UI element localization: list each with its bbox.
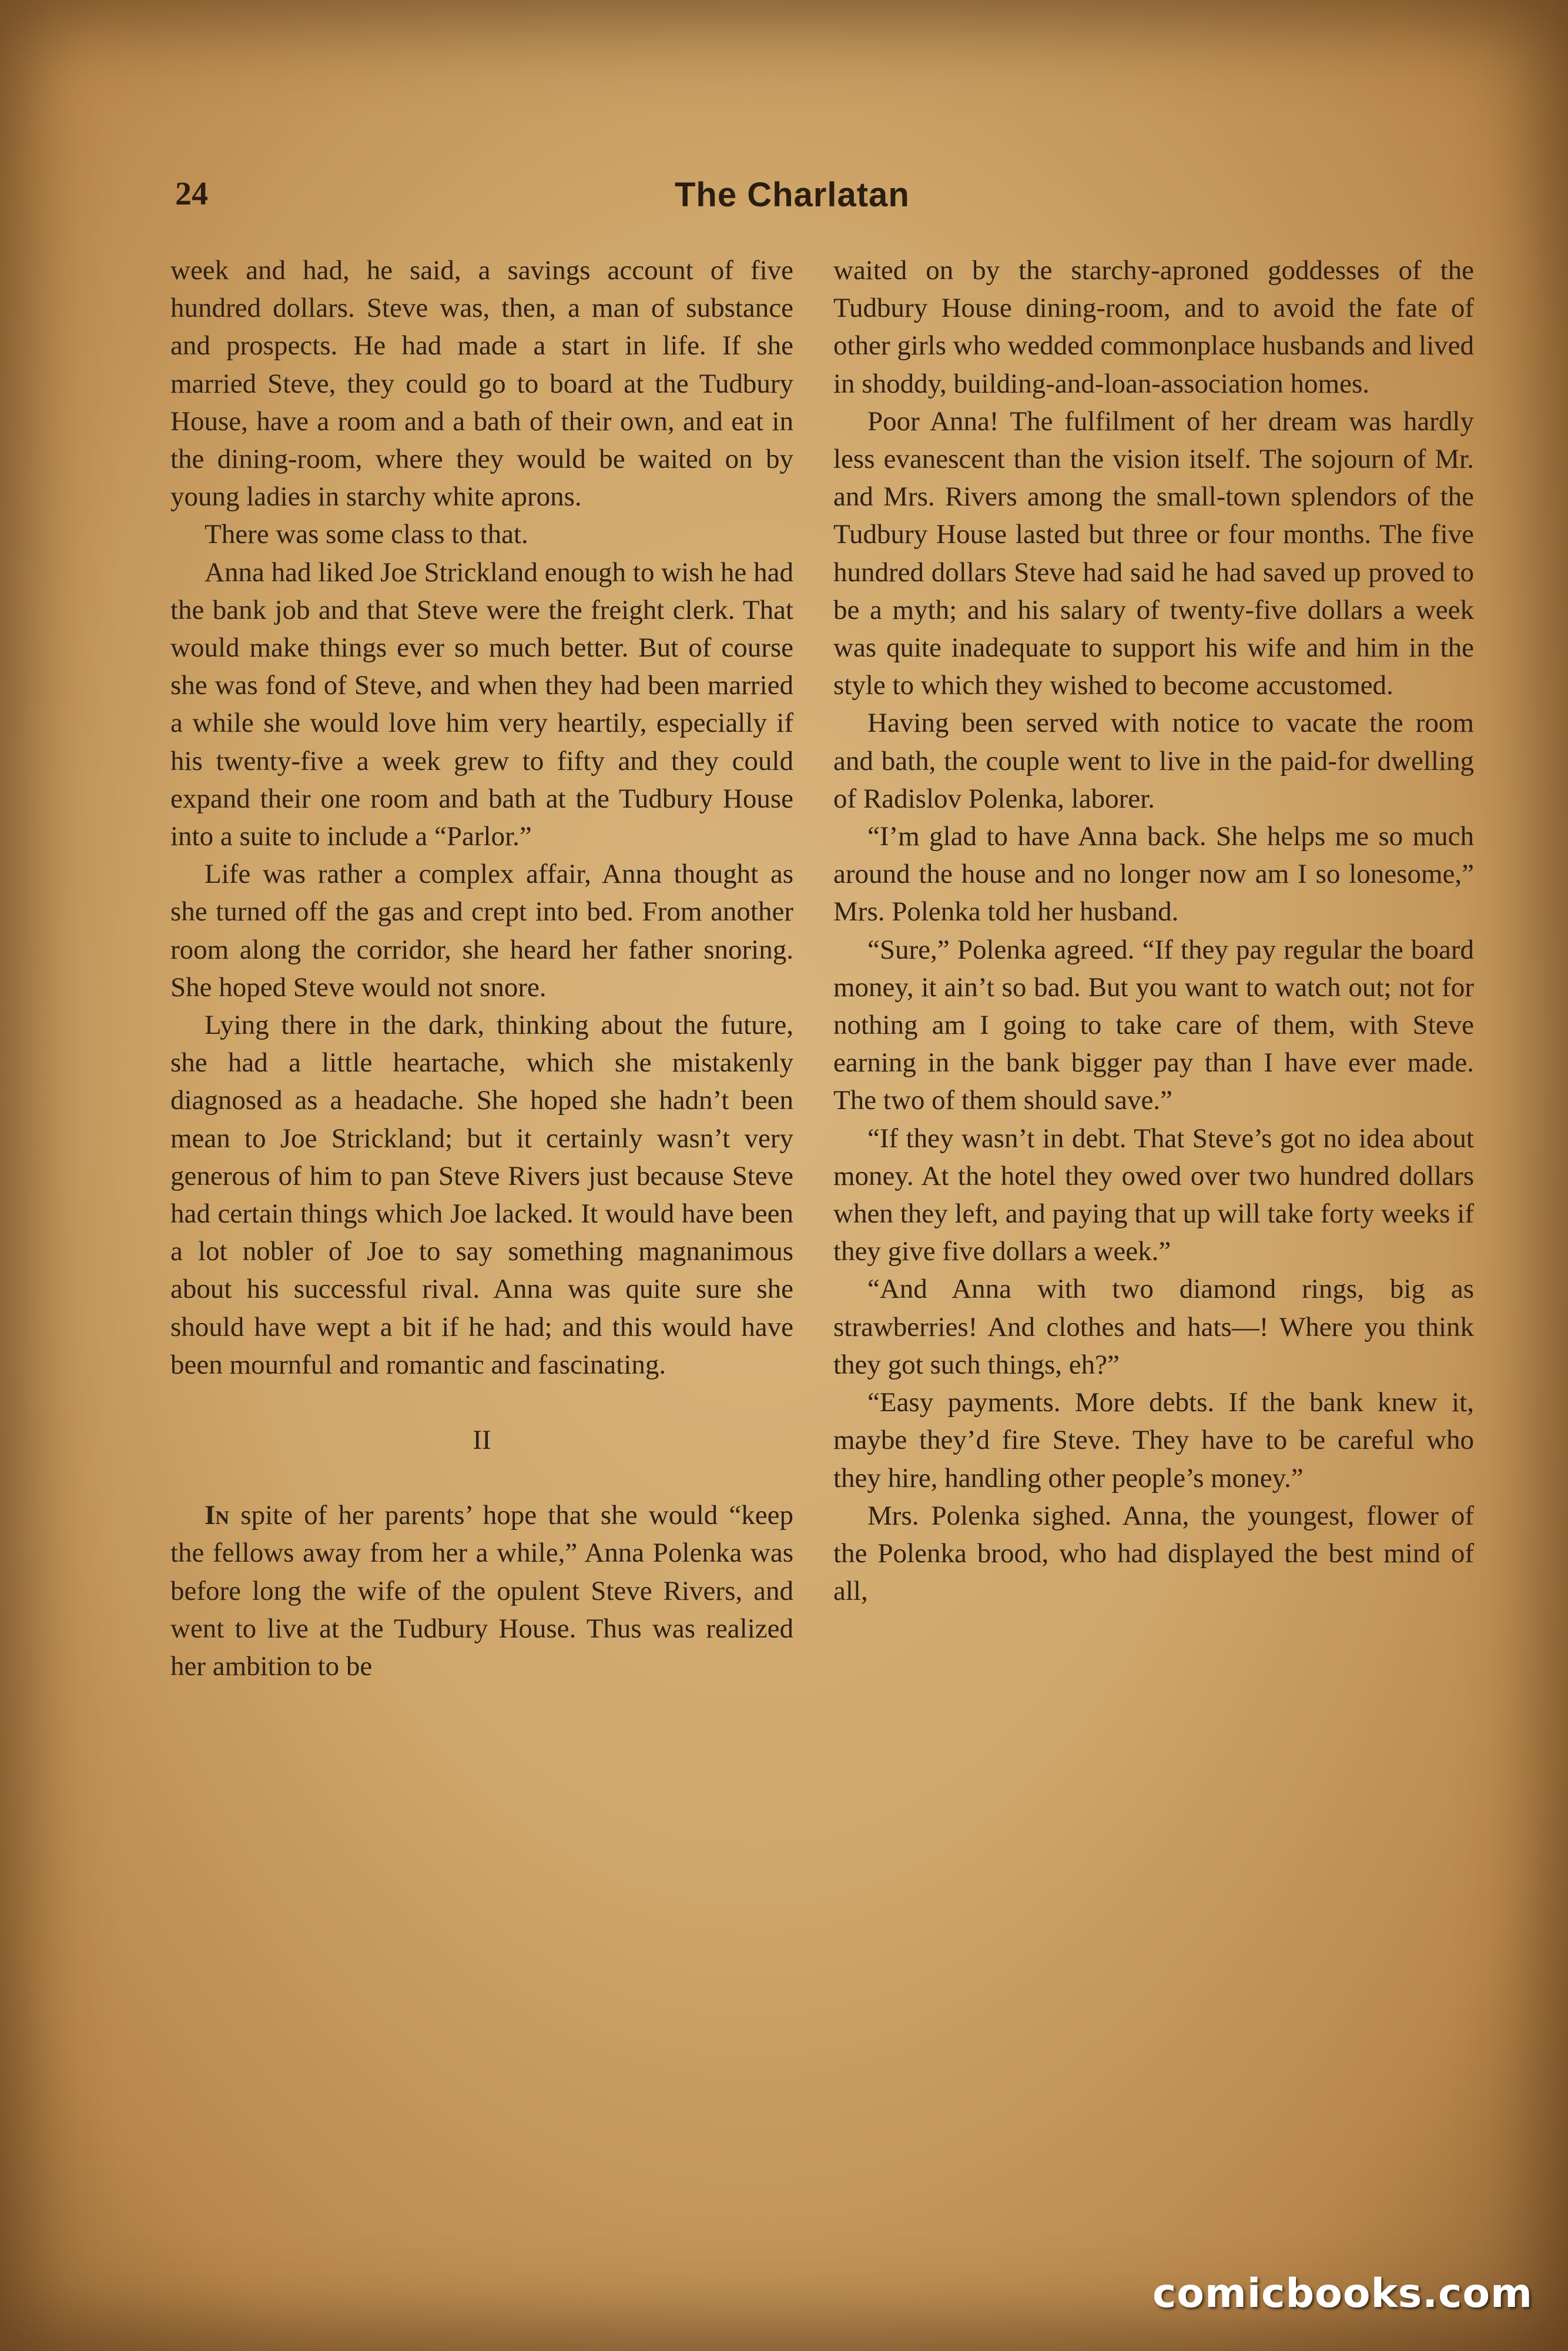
section-gap — [170, 1384, 793, 1421]
paragraph: “Sure,” Polenka agreed. “If they pay regular the board money, it ain’t so bad. But you want to watch out; not for nothing am I going to take care of them, with Steve earning in the bank bigger pay than I have ever made. The two of them should save.” — [833, 934, 1474, 1116]
running-title: The Charlatan — [675, 176, 910, 214]
lead-word: In — [205, 1500, 230, 1531]
section-gap — [170, 1459, 793, 1496]
paragraph: week and had, he said, a savings account of five hundred dollars. Steve was, then, a man of substance and prospects. He had made a start in life. If she married Steve, they could go to board at the Tudbury House, have a room and a bath of their own, and eat in the dining-room, where they would be waited on by young ladies in starchy white aprons. — [170, 255, 793, 513]
section-heading: II — [473, 1425, 491, 1456]
right-column — [833, 252, 1474, 1610]
paragraph: waited on by the starchy-aproned goddesses of the Tudbury House dining-room, and to avoid the fate of other girls who wedded commonplace husbands and lived in shoddy, building-and-loan-association homes. — [833, 255, 1474, 399]
paragraph: Poor Anna! The fulfilment of her dream was hardly less evanescent than the vision itself. The sojourn of Mr. and Mrs. Rivers among the small-town splendors of the Tudbury House lasted but three or four months. The five hundred dollars Steve had said he had saved up proved to be a myth; and his salary of twenty-five dollars a week was quite inadequate to support his wife and him in the style to which they wished to become accustomed. — [833, 406, 1474, 701]
paragraph: Lying there in the dark, thinking about the future, she had a little heartache, which she mistakenly diagnosed as a headache. She hoped she hadn’t been mean to Joe Strickland; but it certainly wasn’t very generous of him to pan Steve Rivers just because Steve had certain things which Joe lacked. It would have been a lot nobler of Joe to say something magnanimous about his successful rival. Anna was quite sure she should have wept a bit if he had; and this would have been mournful and romantic and fascinating. — [170, 1010, 793, 1380]
paragraph — [170, 1496, 793, 1685]
paragraph-text: spite of her parents’ hope that she would “keep the fellows away from her a while,” Anna Polenka was before long the wife of the opulent Steve Rivers, and went to live at the Tudbury House. Thus was realized her ambition to be — [170, 1500, 793, 1682]
paragraph: “Easy payments. More debts. If the bank knew it, maybe they’d fire Steve. They have to be careful who they hire, handling other people’s money.” — [833, 1387, 1474, 1493]
paragraph: “And Anna with two diamond rings, big as strawberries! And clothes and hats—! Where you think they got such things, eh?” — [833, 1274, 1474, 1380]
left-column — [170, 252, 793, 1685]
paragraph: “If they wasn’t in debt. That Steve’s got no idea about money. At the hotel they owed over two hundred dollars when they left, and paying that up will take forty weeks if they give five dollars a week.” — [833, 1123, 1474, 1267]
paragraph: “I’m glad to have Anna back. She helps me so much around the house and no longer now am I so lonesome,” Mrs. Polenka told her husband. — [833, 821, 1474, 927]
paragraph: Life was rather a complex affair, Anna thought as she turned off the gas and crept into bed. From another room along the corridor, she heard her father snoring. She hoped Steve would not snore. — [170, 859, 793, 1003]
paragraph: Anna had liked Joe Strickland enough to wish he had the bank job and that Steve were the freight clerk. That would make things ever so much better. But of course she was fond of Steve, and when they had been married a while she would love him very heartily, especially if his twenty-five a week grew to fifty and they could expand their one room and bath at the Tudbury House into a suite to include a “Parlor.” — [170, 557, 793, 852]
paragraph: Having been served with notice to vacate the room and bath, the couple went to live in the paid-for dwelling of Radislov Polenka, laborer. — [833, 708, 1474, 814]
page-header — [175, 175, 1421, 222]
paragraph: Mrs. Polenka sighed. Anna, the youngest, flower of the Polenka brood, who had displayed the best mind of all, — [833, 1500, 1474, 1607]
page-number: 24 — [175, 176, 208, 212]
site-watermark: comicbooks.com — [1152, 2270, 1533, 2317]
paragraph: There was some class to that. — [205, 519, 528, 550]
